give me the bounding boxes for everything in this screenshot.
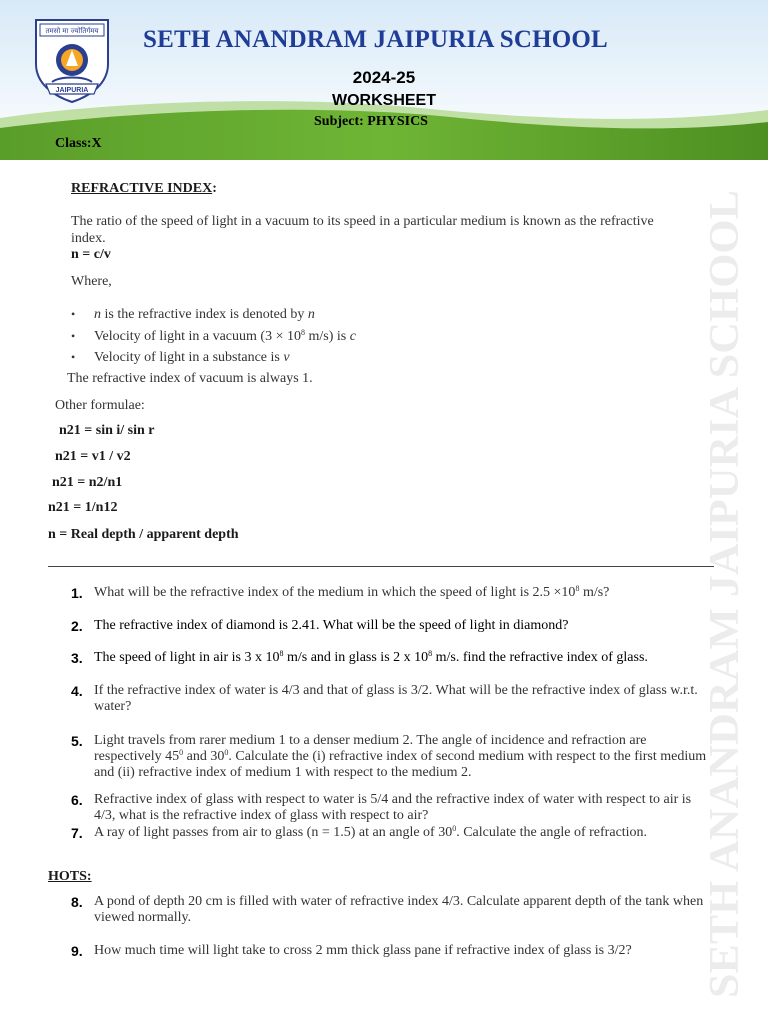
question-number: 7. [71,825,83,841]
question-text: A ray of light passes from air to glass (n = 1.5) at an angle of $30^0$. Calculate the angle of refraction. [94,824,648,840]
symbol-n: n [307,307,315,322]
symbol-c: c [349,329,356,344]
bullet-item [71,329,356,345]
hots-title: HOTS: [48,869,92,884]
class-label: Class:X [55,136,102,151]
worksheet-label: WORKSHEET [332,92,436,109]
section-title-text: REFRACTIVE INDEX [71,181,213,196]
bullet-dot: • [71,329,76,343]
question-text: If the refractive index of water is 4/3 and that of glass is 3/2. What will be the refractive index of glass w.r.t. water? [94,683,698,714]
question-number: 4. [71,683,83,699]
definition-paragraph: The ratio of the speed of light in a vacuum to its speed in a particular medium is known as the refractive index. [71,214,654,246]
question-number: 9. [71,943,83,959]
bullet-text: Velocity of light in a substance is [94,350,284,365]
divider [48,566,714,567]
question-number: 2. [71,618,83,634]
bullet-text: is the refractive index is denoted by [101,307,308,322]
question-number: 5. [71,733,83,749]
bullet-item [71,350,290,366]
school-name: SETH ANANDRAM JAIPURIA SCHOOL [143,26,608,53]
exponent: 8 [300,328,305,337]
formula-line: n21 = sin i/ sin r [59,423,155,438]
watermark-text: SETH ANANDRAM JAIPURIA SCHOOL [702,226,748,998]
bullet-dot: • [71,350,76,364]
question-text: The refractive index of diamond is 2.41. What will be the speed of light in diamond? [94,618,569,633]
logo-motto: तमसो मा ज्योतिर्गमय [45,27,99,35]
question-text: A pond of depth 20 cm is filled with water of refractive index 4/3. Calculate apparent depth of the tank when viewed normally. [94,894,704,925]
main-formula: n = c/v [71,247,111,262]
subject-label: Subject: PHYSICS [314,114,428,129]
other-formulae-label: Other formulae: [55,398,145,413]
question-number: 8. [71,894,83,910]
section-title-colon: : [212,181,217,196]
question-text: Refractive index of glass with respect to water is 5/4 and the refractive index of water with respect to air is 4/3, what is the refractive index of glass with respect to air? [94,792,692,823]
question-number: 3. [71,650,83,666]
question-number: 1. [71,585,83,601]
question-text: How much time will light take to cross 2 mm thick glass pane if refractive index of glass is 3/2? [94,943,632,958]
academic-year: 2024-25 [352,68,416,87]
formula-line: n21 = 1/n12 [48,500,118,515]
formula-line: n21 = v1 / v2 [55,449,131,464]
question-text: What will be the refractive index of the medium in which the speed of light is $2.5 \times 10^8$ m/s? [94,584,610,600]
formula-line: n = Real depth / apparent depth [48,527,239,542]
section-title [71,181,217,197]
formula-line: n21 = n2/n1 [52,475,123,490]
bullet-text: Velocity of light in a vacuum (3 × 10 [94,329,301,344]
symbol-v: v [283,350,290,365]
question-text: Light travels from rarer medium 1 to a denser medium 2. The angle of incidence and refraction are respectively $45^0$ and $30^0$. Calculate the (i) refractive index of second medium with respect to the first medium and (ii) refractive index of medium 1 with respect to the medium 2. [94,733,707,780]
bullet-text: m/s) is [304,329,350,344]
bullet-item [71,307,315,323]
question-number: 6. [71,792,83,808]
page-header [0,0,768,160]
where-label: Where, [71,274,112,289]
bullet-dot: • [71,307,76,321]
symbol-n: n [94,307,101,322]
logo-text: JAIPURIA [55,87,89,94]
vacuum-note: The refractive index of vacuum is always 1. [67,371,313,386]
question-text: The speed of light in air is 3 x $10^8$ m/s and in glass is 2 x $10^8$ m/s. find the refractive index of glass. [94,649,648,665]
